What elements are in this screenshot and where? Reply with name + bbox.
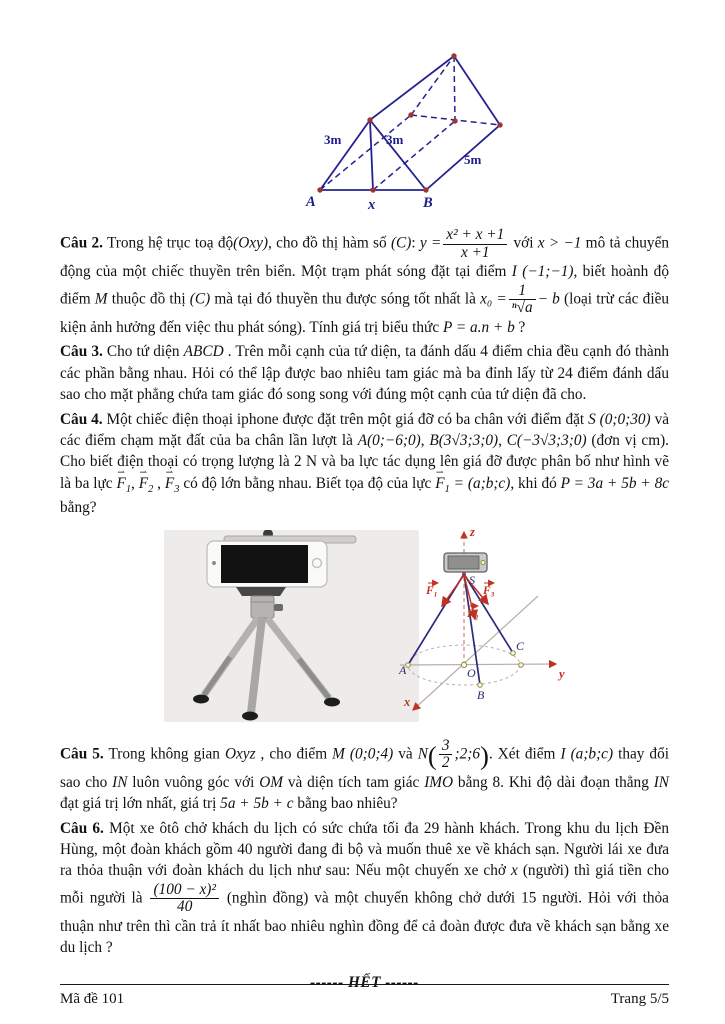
text-run: . Xét điểm [488, 745, 561, 763]
axes-diagram [398, 520, 663, 735]
math-run: I (−1;−1) [511, 263, 574, 281]
prism-vertex-a-label: A [306, 194, 316, 210]
math-run: − b [537, 290, 560, 308]
prism-figure [288, 34, 588, 219]
text-run: Một xe ôtô chở khách du lịch có sức chứa tối đa 29 hành khách. Trong khu du lịch Đền Hùng, một đoàn khách gồm 40 người đang đi bộ và muốn thuê xe về khách sạn. Người lái xe đưa ra thỏa thuận với đoàn khách du lịch như sau: Nếu một chuyến xe chở [60, 819, 669, 880]
text-run: , [131, 474, 139, 492]
fraction-denominator: x +1 [460, 243, 490, 261]
text-run: , cho đồ thị hàm số [267, 234, 391, 252]
text-run: (loại trừ các điều kiện ảnh hưởng đến việc thu phát sóng). Tính giá trị biểu thức [60, 290, 670, 336]
math-run: ABCD [183, 343, 224, 361]
math-run: IMO [424, 773, 454, 791]
fraction-denominator: 2 [441, 754, 450, 772]
phone-3d [444, 553, 487, 572]
text-run: (nghìn đồng) và một chuyến không chở dưới 15 người. Hỏi với thỏa thuận như trên thì cần trả ít nhất bao nhiêu nghìn đồng để cả đoàn được đưa về khách sạn bằng xe du lịch ? [60, 889, 669, 957]
math-run: P = a.n + b [442, 318, 515, 336]
text-run: , cho điểm [255, 745, 333, 763]
math-run: B(3√3;3;0) [429, 431, 499, 449]
vector-letter: ⇀ F [116, 473, 125, 494]
question-6 [60, 818, 669, 959]
vector-symbol [138, 474, 154, 495]
math-run: M [94, 290, 108, 308]
fraction-numerator: 3 [439, 738, 453, 756]
math-run: (C) [189, 290, 211, 308]
question-3 [60, 341, 669, 405]
x-axis-label: x [404, 694, 411, 709]
prism-vertices [317, 53, 502, 192]
prism-edge-left-label: 3m [324, 132, 342, 147]
text-run: bằng? [60, 499, 97, 517]
text-run: mô tả chuyển động của một chiếc thuyền trên biển. Một trạm phát sóng đặt tại điểm [60, 234, 670, 281]
prism-edge-right-label: 5m [464, 152, 482, 167]
fraction [507, 283, 538, 317]
big-paren: ) [479, 740, 489, 771]
text-run: , [498, 431, 507, 449]
math-run: x₀ = [480, 290, 507, 308]
point-c-label: C [516, 638, 525, 653]
vector-symbol [164, 474, 180, 495]
math-run: x > −1 [537, 234, 582, 252]
math-run: I (a;b;c) [560, 745, 614, 763]
question-2 [60, 227, 669, 338]
math-run: (C) [390, 234, 412, 252]
question-number: Câu 6. [60, 819, 104, 837]
prism-edges [320, 56, 500, 190]
text-run: Cho tứ diện [102, 343, 184, 361]
text-run: với [509, 234, 538, 252]
vector-subscript: 3 [174, 483, 180, 495]
prism-edge-mid-label: 3m [386, 132, 404, 147]
text-run: Một chiếc điện thoại iphone được đặt trên một giá đỡ có ba chân với điểm đặt [102, 410, 589, 428]
vector-letter: ⇀ F [435, 473, 444, 494]
fraction [437, 738, 455, 772]
y-axis-label: y [559, 666, 565, 681]
math-run: y = [419, 234, 442, 252]
text-run: , khi đó [510, 474, 561, 492]
text-run: . Trên mỗi cạnh của tứ diện, ta đánh dấu 4 điểm chia đều cạnh đó thành các phần bằng nhau. Hỏi có thể lập được bao nhiêu tam giác mà ba đỉnh lấy từ 24 điểm đánh dấu sao cho mặt phẳng chứa tam giác đó song song với đúng một cạnh của tứ diện đã cho. [60, 343, 669, 404]
text-run: và các điểm chạm mặt đất của ba chân lần lượt là [60, 410, 670, 449]
force-2-label: F₂ [467, 607, 479, 620]
point-b-label: B [477, 687, 485, 702]
force-3-label: F₃ [483, 584, 495, 597]
fraction [441, 227, 509, 261]
phone [207, 541, 327, 587]
text-run: đạt giá trị lớn nhất, giá trị [60, 795, 221, 813]
text-run: bằng bao nhiêu? [293, 795, 398, 813]
vector-subscript: 1 [444, 483, 450, 495]
end-marker: ------ HẾT ------ [310, 973, 419, 991]
text-run: (người) thì giá tiền cho mỗi người là [60, 862, 669, 907]
text-run: mà tại đó thuyền thu được sóng tốt nhất là [210, 290, 481, 308]
math-run: Oxyz [224, 745, 256, 763]
tripod-legs-3d [408, 574, 513, 685]
text-run: luôn vuông góc với [127, 773, 260, 791]
force-1-label: F₁ [426, 584, 438, 597]
point-o-label: O [467, 665, 476, 680]
math-run: IN [653, 773, 669, 791]
vector-symbol [116, 474, 132, 495]
exam-code: Mã đề 101 [60, 991, 125, 1007]
fraction-numerator: x² + x +1 [443, 227, 507, 245]
vector-letter: ⇀ F [139, 473, 148, 494]
question-4 [60, 409, 669, 519]
page-footer [60, 984, 669, 1010]
text-run: Trong không gian [103, 745, 225, 763]
text-run: ? [514, 318, 526, 336]
text-run: , [420, 431, 430, 449]
text-run: (đơn vị cm). Cho biết điện thoại có trọng lượng là 2 N và ba lực tác dụng lên giá đỡ được phân bố như hình vẽ là ba lực [60, 431, 670, 492]
question-number: Câu 3. [60, 343, 103, 361]
math-run: OM [259, 773, 283, 791]
text-run: và [393, 745, 418, 763]
math-run: S (0;0;30) [588, 410, 651, 428]
point-s-label: S [469, 572, 475, 587]
text-run: thay đổi sao cho [60, 745, 669, 791]
force-vectors [428, 572, 494, 619]
question-5 [60, 738, 669, 815]
text-run: và diện tích tam giác [283, 773, 425, 791]
math-run: ;2;6 [454, 745, 480, 763]
prism-vertex-x-label: x [368, 197, 376, 213]
fraction [148, 882, 220, 916]
text-run: Trong hệ trục toạ độ [102, 234, 234, 252]
vector-letter: ⇀ F [165, 473, 174, 494]
prism-vertex-b-label: B [423, 195, 433, 211]
text-run: thuộc đồ thị [107, 290, 190, 308]
point-a-label: A [399, 662, 407, 677]
math-run: M (0;0;4) [332, 745, 394, 763]
question-number: Câu 2. [60, 234, 103, 252]
tripod-photo [164, 530, 419, 722]
page-content [60, 0, 669, 993]
text-run: bằng 8. Khi độ dài đoạn thẳng [453, 773, 654, 791]
vector-symbol [435, 474, 450, 495]
text-run: , [153, 474, 165, 492]
text-run: : [411, 234, 420, 252]
z-axis-label: z [470, 524, 475, 539]
fraction-denominator: ⁿ√a [511, 299, 533, 317]
math-run: = (a;b;c) [449, 474, 511, 492]
text-run: có độ lớn bằng nhau. Biết tọa độ của lực [179, 474, 436, 492]
math-run: IN [112, 773, 128, 791]
vector-subscript: 1 [125, 483, 132, 495]
question-number: Câu 4. [60, 410, 103, 428]
math-run: 5a + 5b + c [220, 795, 294, 813]
text-run: , biết hoành độ điểm [60, 263, 669, 308]
math-run: P = 3a + 5b + 8c [560, 474, 670, 492]
vector-subscript: 2 [148, 483, 154, 495]
math-run: C(−3√3;3;0) [506, 431, 587, 449]
fraction-numerator: 1 [509, 283, 536, 301]
fraction-denominator: 40 [177, 898, 193, 916]
figure-row [60, 522, 669, 734]
fraction-numerator: (100 − x)² [150, 882, 218, 900]
question-number: Câu 5. [60, 745, 104, 763]
page-number: Trang 5/5 [610, 991, 669, 1007]
math-run: (Oxy) [233, 234, 268, 252]
math-run: N [417, 745, 428, 763]
math-run: A(0;−6;0) [357, 431, 421, 449]
math-run: x [511, 862, 518, 880]
big-paren: ( [427, 740, 437, 771]
